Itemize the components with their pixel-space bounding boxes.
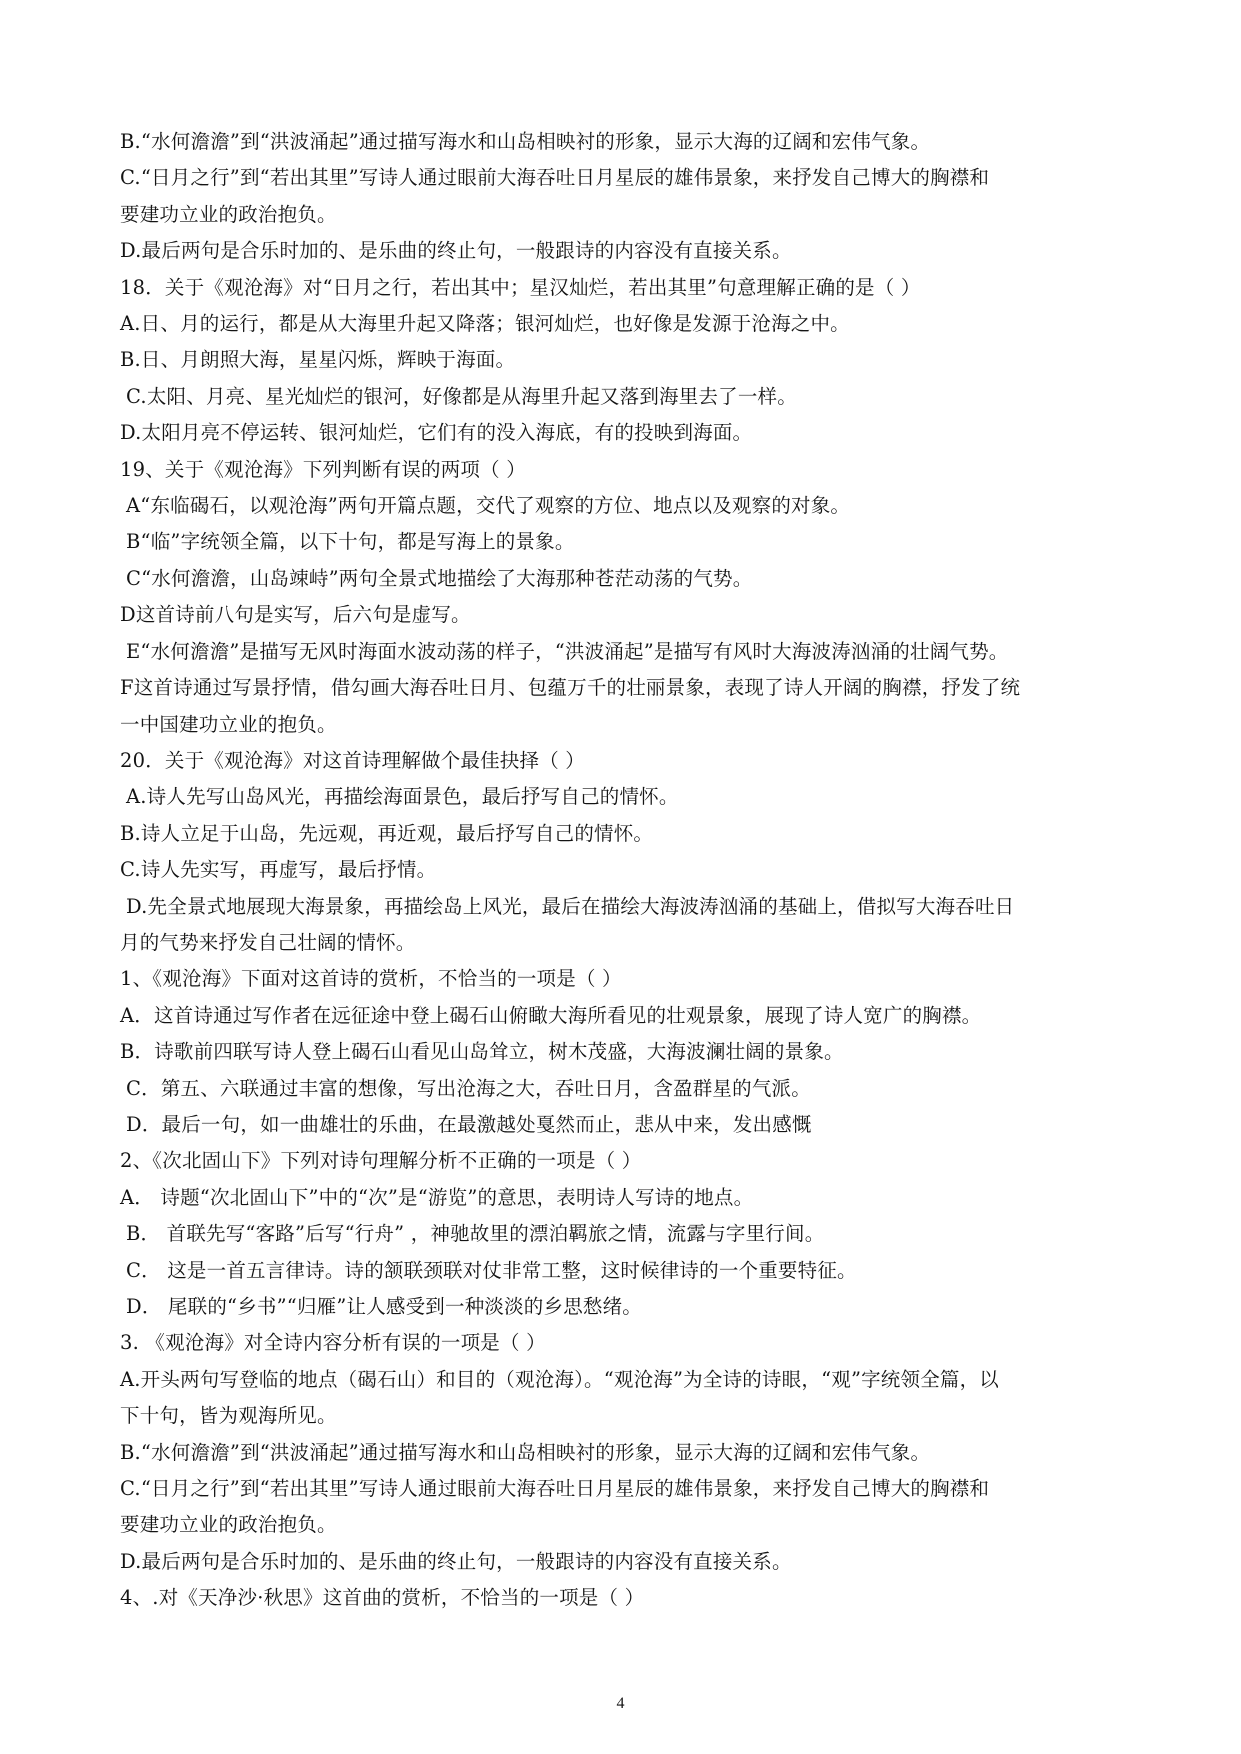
text-line: D.太阳月亮不停运转、银河灿烂，它们有的没入海底，有的投映到海面。	[120, 421, 753, 445]
text-line: A“东临碣石，以观沧海”两句开篇点题，交代了观察的方位、地点以及观察的对象。	[126, 494, 851, 518]
text-line: B“临”字统领全篇，以下十句，都是写海上的景象。	[126, 530, 575, 554]
text-line: C． 这是一首五言律诗。诗的颔联颈联对仗非常工整，这时候律诗的一个重要特征。	[126, 1258, 857, 1282]
text-line: B． 首联先写“客路”后写“行舟” ，神驰故里的漂泊羁旅之情，流露与字里行间。	[126, 1222, 825, 1246]
question-3: 3. 《观沧海》对全诗内容分析有误的一项是（ ）	[120, 1331, 546, 1355]
text-line: D． 尾联的“乡书”“归雁”让人感受到一种淡淡的乡思愁绪。	[126, 1295, 643, 1318]
text-line: A． 诗题“次北固山下”中的“次”是“游览”的意思，表明诗人写诗的地点。	[120, 1185, 754, 1209]
question-2: 2、《次北固山下》下列对诗句理解分析不正确的一项是（ ）	[120, 1149, 642, 1173]
text-line: 月的气势来抒发自己壮阔的情怀。	[120, 930, 416, 954]
text-line: C“水何澹澹，山岛竦峙”两句全景式地描绘了大海那种苍茫动荡的气势。	[126, 566, 753, 590]
text-line: 要建功立业的政治抱负。	[120, 1513, 337, 1537]
text-line: C.太阳、月亮、星光灿烂的银河，好像都是从海里升起又落到海里去了一样。	[126, 384, 797, 408]
text-line: B.日、月朗照大海，星星闪烁，辉映于海面。	[120, 348, 516, 372]
text-line: B.“水何澹澹”到“洪波涌起”通过描写海水和山岛相映衬的形象，显示大海的辽阔和宏伟气象。	[120, 130, 931, 153]
text-line: 一中国建功立业的抱负。	[120, 712, 337, 736]
text-line: B．诗歌前四联写诗人登上碣石山看见山岛耸立，树木茂盛，大海波澜壮阔的景象。	[120, 1040, 844, 1064]
text-line: D这首诗前八句是实写，后六句是虚写。	[120, 603, 471, 627]
text-line: A.诗人先写山岛风光，再描绘海面景色，最后抒写自己的情怀。	[126, 785, 679, 809]
text-line: F这首诗通过写景抒情，借勾画大海吞吐日月、包蕴万千的壮丽景象，表现了诗人开阔的胸襟，抒发了统	[120, 676, 1021, 700]
text-line: C.诗人先实写，再虚写，最后抒情。	[120, 858, 437, 882]
question-1: 1、《观沧海》下面对这首诗的赏析，不恰当的一项是（ ）	[120, 967, 622, 991]
text-line: D.先全景式地展现大海景象，再描绘岛上风光，最后在描绘大海波涛汹涌的基础上，借拟写大海吞吐日	[126, 894, 1015, 918]
text-line: C.“日月之行”到“若出其里”写诗人通过眼前大海吞吐日月星辰的雄伟景象，来抒发自己博大的胸襟和	[120, 166, 990, 190]
text-line: D.最后两句是合乐时加的、是乐曲的终止句，一般跟诗的内容没有直接关系。	[120, 1549, 792, 1573]
text-line: D.最后两句是合乐时加的、是乐曲的终止句，一般跟诗的内容没有直接关系。	[120, 239, 792, 263]
text-line: A．这首诗通过写作者在远征途中登上碣石山俯瞰大海所看见的壮观景象，展现了诗人宽广的胸襟。	[120, 1003, 982, 1027]
text-line: 要建功立业的政治抱负。	[120, 202, 337, 226]
text-line: D．最后一句，如一曲雄壮的乐曲，在最激越处戛然而止，悲从中来，发出感慨	[126, 1112, 812, 1136]
text-line: B.“水何澹澹”到“洪波涌起”通过描写海水和山岛相映衬的形象，显示大海的辽阔和宏伟气象。	[120, 1440, 931, 1464]
question-19: 19、关于《观沧海》下列判断有误的两项（ ）	[120, 457, 526, 481]
text-line: A.日、月的运行，都是从大海里升起又降落；银河灿烂，也好像是发源于沧海之中。	[120, 312, 850, 336]
text-line: C．第五、六联通过丰富的想像，写出沧海之大，吞吐日月，含盈群星的气派。	[126, 1076, 811, 1100]
page-number: 4	[616, 1695, 625, 1712]
question-20: 20．关于《观沧海》对这首诗理解做个最佳抉择（ ）	[120, 748, 586, 772]
text-line: C.“日月之行”到“若出其里”写诗人通过眼前大海吞吐日月星辰的雄伟景象，来抒发自己博大的胸襟和	[120, 1477, 990, 1501]
document-body	[120, 124, 1130, 1617]
text-line: E“水何澹澹”是描写无风时海面水波动荡的样子，“洪波涌起”是描写有风时大海波涛汹涌的壮阔气势。	[126, 639, 1009, 663]
text-line: B.诗人立足于山岛，先远观，再近观，最后抒写自己的情怀。	[120, 821, 654, 845]
question-4: 4、.对《天净沙·秋思》这首曲的赏析，不恰当的一项是（ ）	[120, 1586, 645, 1610]
question-18: 18．关于《观沧海》对“日月之行，若出其中；星汉灿烂，若出其里”句意理解正确的是（ ）	[120, 275, 921, 299]
text-line: 下十句，皆为观海所见。	[120, 1404, 337, 1428]
text-line: A.开头两句写登临的地点（碣石山）和目的（观沧海）。“观沧海”为全诗的诗眼，“观”字统领全篇，以	[120, 1367, 1000, 1391]
